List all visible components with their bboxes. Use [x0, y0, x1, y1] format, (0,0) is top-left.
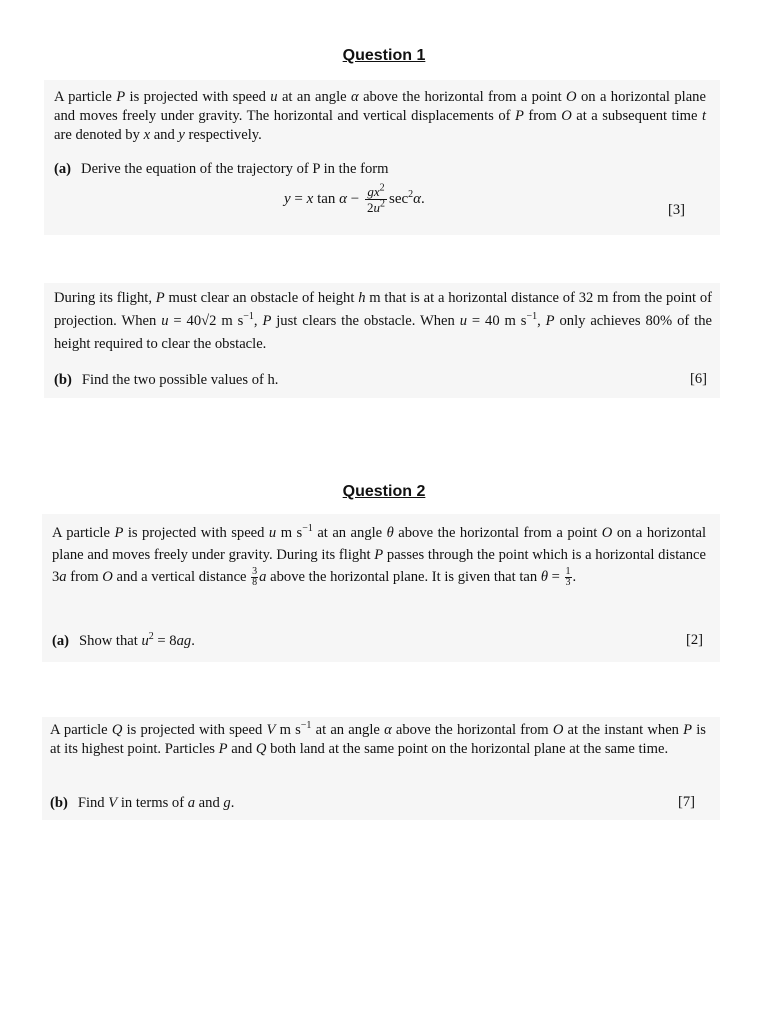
question-2-part-a: (a) Show that $u^2 = 8ag$. — [52, 631, 195, 649]
question-1-title: Question 1 — [342, 47, 426, 64]
part-b-text: Find the two possible values of h. — [81, 372, 279, 388]
question-2-intro-block — [42, 514, 720, 662]
trajectory-equation: y = x tan α − $\frac{gx^2}{2u^2}$ $\sec^2\alpha$. — [284, 182, 425, 215]
question-1-part-a — [54, 160, 388, 179]
question-1-intro-block — [44, 80, 720, 235]
question-2-intro-text: A particle P is projected with speed u m $s^{-1}$ at an angle θ above the horizontal from a point O on a horizontal plane and moves freely under gravity. During its flight P passes through the point which is a horizontal distance 3a from O and a vertical distance $\frac{3}{8}$ a above the horizontal plane. It is given that tan θ = $\frac{1}{3}$ . — [52, 523, 706, 589]
question-2-title: Question 2 — [342, 483, 426, 500]
part-a-marks: [3] — [668, 202, 686, 218]
part-b-marks: [7] — [678, 794, 696, 810]
part-a-label: (a) — [54, 161, 72, 177]
part-a-marks: [2] — [686, 632, 704, 648]
question-2-particle-q-text: A particle Q is projected with speed V m $s^{-1}$ at an angle α above the horizontal from O at the instant when P is at its highest point. Particles P and Q both land at the same point on the horizontal plane at the same time. — [50, 720, 706, 757]
part-b-marks: [6] — [690, 371, 708, 387]
question-1-obstacle-text: During its flight, P must clear an obstacle of height h m that is at a horizontal distance of 32 m from the point of projection. When u = 40√2 m $s^{-1}$, P just clears the obstacle. When u = 40 m $s^{-1}$, P only achieves 80% of the height required to clear the obstacle. — [54, 290, 712, 352]
part-a-text: Derive the equation of the trajectory of P in the form — [81, 161, 389, 177]
part-a-label: (a) — [52, 633, 70, 649]
question-1-continuation-block — [44, 283, 720, 398]
question-1-part-b — [54, 371, 278, 390]
part-b-label: (b) — [54, 372, 72, 388]
question-1-intro-text: A particle P is projected with speed u at an angle α above the horizontal from a point O on a horizontal plane and moves freely under gravity. The horizontal and vertical displacements of P from O at a subsequent time t are denoted by x and y respectively. — [54, 89, 706, 143]
question-2-continuation-block — [42, 717, 720, 820]
question-2-part-b: (b) Find V in terms of a and g. — [50, 795, 235, 811]
part-b-label: (b) — [50, 795, 68, 811]
